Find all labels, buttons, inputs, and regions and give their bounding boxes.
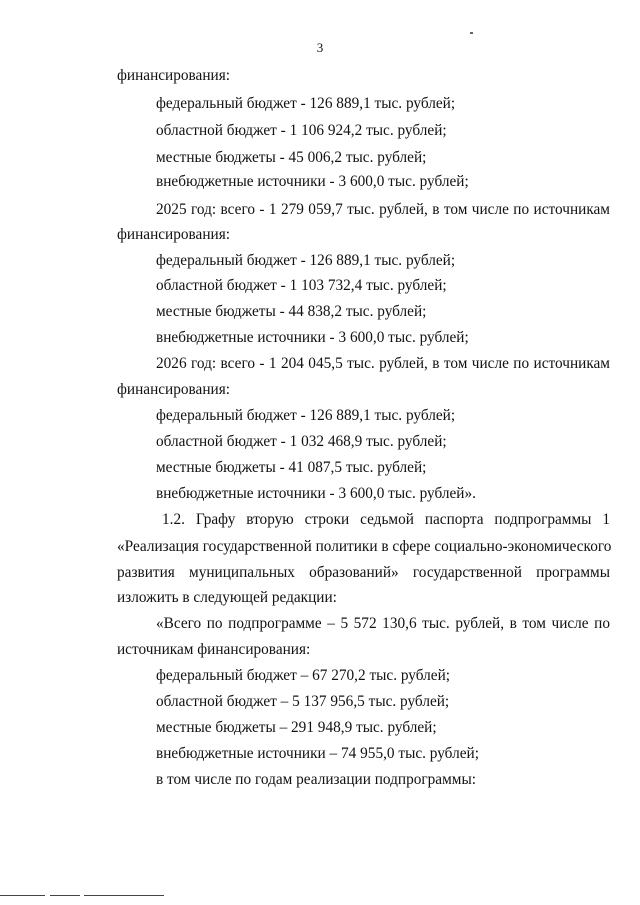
text-line: местные бюджеты - 45 006,2 тыс. рублей; (156, 149, 427, 166)
text-line: финансирования: (117, 67, 231, 84)
scan-mark (470, 32, 473, 34)
footer-rule (0, 895, 45, 896)
text-line: 2025 год: всего - 1 279 059,7 тыс. рублей, в том числе по источникам (156, 201, 610, 218)
text-line: местные бюджеты – 291 948,9 тыс. рублей; (156, 719, 437, 736)
text-line: развития муниципальных образований» государственной программы (117, 564, 610, 581)
text-line: финансирования: (117, 226, 231, 243)
text-line: внебюджетные источники - 3 600,0 тыс. рублей». (156, 485, 476, 502)
text-line: финансирования: (117, 381, 231, 398)
text-line: областной бюджет - 1 032 468,9 тыс. рублей; (156, 433, 447, 450)
text-line: 1.2. Графу вторую строки седьмой паспорта подпрограммы 1 (162, 511, 610, 528)
text-line: источникам финансирования: (117, 641, 311, 658)
text-line: федеральный бюджет - 126 889,1 тыс. рублей; (156, 95, 456, 112)
text-line: 2026 год: всего - 1 204 045,5 тыс. рублей, в том числе по источникам (156, 355, 610, 372)
page-number: 3 (316, 40, 324, 55)
footer-rule (50, 895, 80, 896)
text-line: местные бюджеты - 41 087,5 тыс. рублей; (156, 459, 427, 476)
text-line: «Всего по подпрограмме – 5 572 130,6 тыс. рублей, в том числе по (156, 615, 610, 632)
text-line: областной бюджет - 1 103 732,4 тыс. рублей; (156, 277, 447, 294)
text-line: внебюджетные источники - 3 600,0 тыс. рублей; (156, 173, 469, 190)
text-line: «Реализация государственной политики в сфере социально-экономического (117, 538, 612, 555)
text-line: внебюджетные источники - 3 600,0 тыс. рублей; (156, 329, 469, 346)
text-line: изложить в следующей редакции: (117, 589, 337, 606)
footer-rule (84, 895, 164, 896)
text-line: внебюджетные источники – 74 955,0 тыс. рублей; (156, 745, 479, 762)
text-line: областной бюджет – 5 137 956,5 тыс. рублей; (156, 693, 450, 710)
text-line: федеральный бюджет - 126 889,1 тыс. рублей; (156, 407, 456, 424)
text-line: федеральный бюджет – 67 270,2 тыс. рублей; (156, 667, 451, 684)
text-line: в том числе по годам реализации подпрограммы: (156, 771, 476, 788)
text-line: федеральный бюджет - 126 889,1 тыс. рублей; (156, 252, 456, 269)
text-line: местные бюджеты - 44 838,2 тыс. рублей; (156, 303, 427, 320)
text-line: областной бюджет - 1 106 924,2 тыс. рублей; (156, 122, 447, 139)
